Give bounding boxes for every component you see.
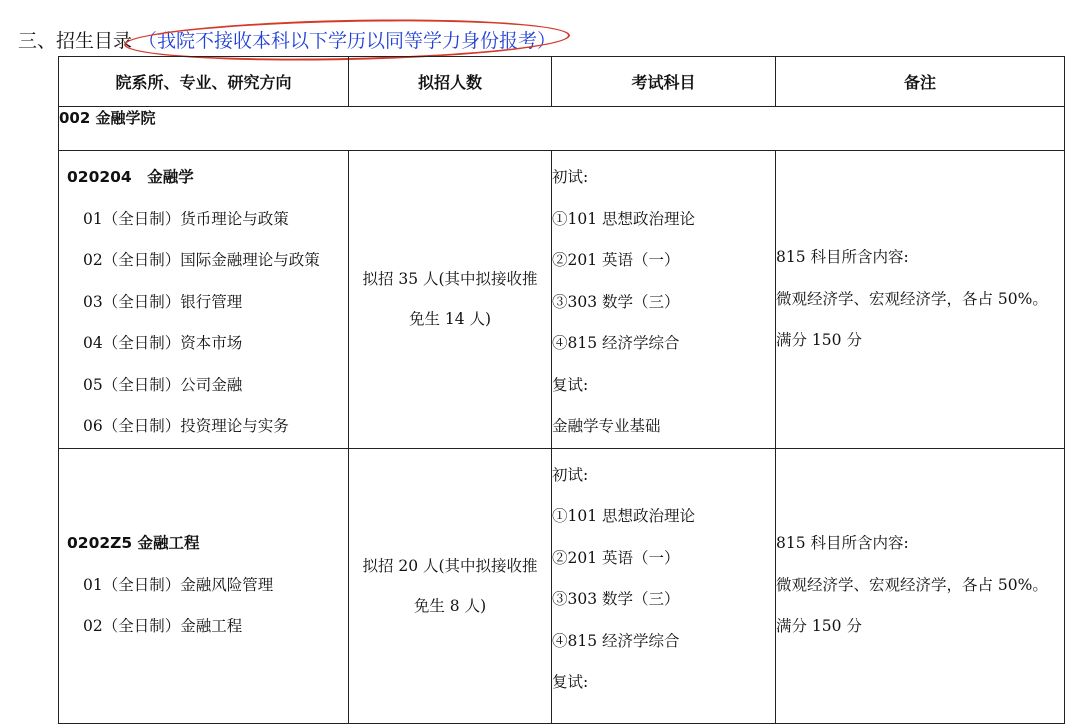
quota-line: 拟招 35 人(其中拟接收推: [362, 270, 538, 289]
header-direction: 院系所、专业、研究方向: [59, 57, 349, 107]
subject-item: ①101 思想政治理论: [552, 209, 696, 228]
direction-item: 06（全日制）投资理论与实务: [83, 417, 289, 435]
department-name: 002 金融学院: [59, 107, 1065, 151]
admission-note-text: （我院不接收本科以下学历以同等学力身份报考）: [138, 30, 557, 52]
quota-line: 免生 8 人): [413, 596, 487, 615]
subject-item: ①101 思想政治理论: [552, 507, 696, 525]
subject-item: ④815 经济学综合: [552, 334, 680, 352]
subject-item: 复试:: [552, 673, 589, 691]
subject-item: 初试:: [552, 465, 589, 484]
subject-item: ②201 英语（一）: [552, 251, 680, 269]
quota-line: 拟招 20 人(其中拟接收推: [362, 556, 538, 575]
header-remarks: 备注: [776, 57, 1065, 107]
remark-item: 微观经济学、宏观经济学，各占 50%。: [776, 289, 1048, 308]
quota-cell: [349, 448, 552, 723]
major-row: [59, 448, 1065, 723]
subject-item: 初试:: [552, 168, 589, 186]
subjects-cell: [552, 151, 776, 449]
admission-note: [132, 26, 562, 56]
remark-item: 815 科目所含内容:: [776, 248, 909, 266]
major-code-name: 0202Z5 金融工程: [67, 534, 200, 553]
major-cell: [59, 448, 349, 723]
subject-item: ②201 英语（一）: [552, 548, 680, 567]
direction-item: 02（全日制）国际金融理论与政策: [83, 251, 320, 269]
header-subjects: 考试科目: [552, 57, 776, 107]
major-code-name: 020204 金融学: [67, 168, 194, 186]
direction-item: 02（全日制）金融工程: [83, 617, 243, 636]
section-title: 三、招生目录: [18, 30, 133, 52]
quota-cell: [349, 151, 552, 449]
admission-catalog-table: [58, 56, 1065, 724]
quota-line: 免生 14 人): [408, 310, 492, 329]
major-row: [59, 151, 1065, 449]
subjects-cell: [552, 448, 776, 723]
remarks-cell: [776, 448, 1065, 723]
remark-item: 满分 150 分: [776, 331, 862, 349]
subject-item: 复试:: [552, 375, 589, 394]
direction-item: 04（全日制）资本市场: [83, 334, 243, 352]
remarks-cell: [776, 151, 1065, 449]
subject-item: 金融学专业基础: [552, 417, 661, 435]
table-header-row: [59, 57, 1065, 107]
subject-item: ④815 经济学综合: [552, 631, 680, 650]
direction-item: 05（全日制）公司金融: [83, 375, 243, 394]
department-row: [59, 107, 1065, 151]
header-quota: 拟招人数: [349, 57, 552, 107]
major-cell: [59, 151, 349, 449]
subject-item: ③303 数学（三）: [552, 292, 680, 311]
remark-item: 满分 150 分: [776, 617, 862, 636]
subject-item: ③303 数学（三）: [552, 590, 680, 608]
direction-item: 03（全日制）银行管理: [83, 292, 243, 311]
direction-item: 01（全日制）金融风险管理: [83, 575, 274, 594]
remark-item: 微观经济学、宏观经济学，各占 50%。: [776, 575, 1048, 594]
remark-item: 815 科目所含内容:: [776, 534, 909, 553]
direction-item: 01（全日制）货币理论与政策: [83, 209, 289, 228]
section-heading: [18, 26, 562, 56]
